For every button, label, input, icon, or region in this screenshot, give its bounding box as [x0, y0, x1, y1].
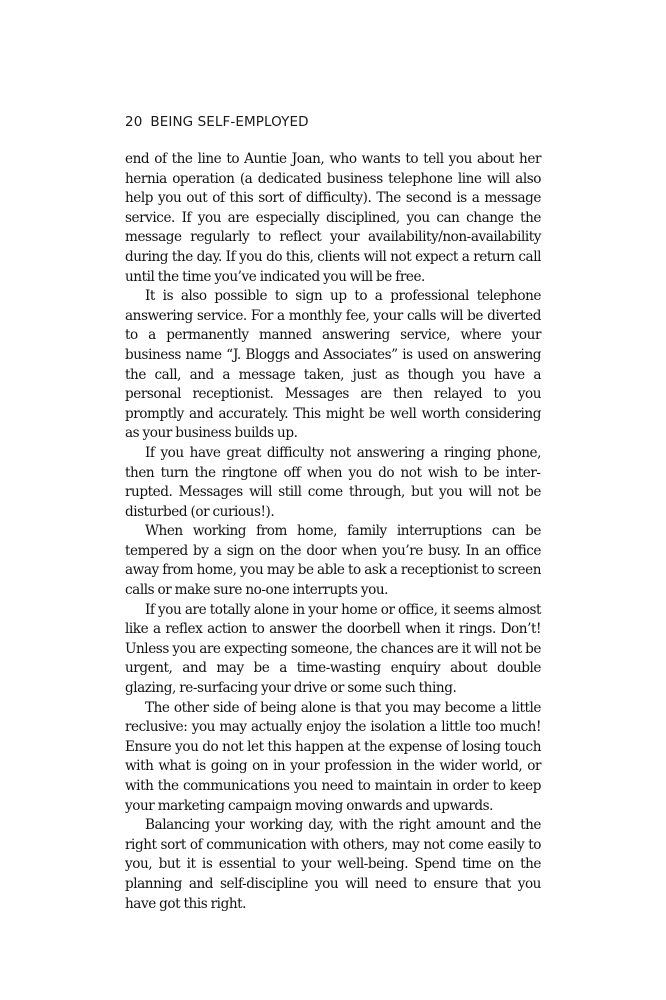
running-title: BEING SELF-EMPLOYED	[150, 114, 309, 130]
paragraph-doorbell: If you are totally alone in your home or office, it seems almost like a reflex action to answer the doorbell when it rings. Don’t! Unless you are expecting someone, the chances are it will not be urgent, and may be a time-wasting enquiry about double glazing, re-surfacing your drive or some such thing.	[125, 601, 541, 697]
paragraph-continued: end of the line to Auntie Joan, who wants to tell you about her hernia operation (a dedicated business telephone line will also help you out of this sort of difficulty). The second is a message service. If you are especially disciplined, you can change the message regularly to reflect your availability/non-availability during the day. If you do this, clients will not expect a return call until the time you’ve indicated you will be free.	[125, 151, 541, 285]
running-header	[125, 114, 309, 130]
page-number: 20	[125, 114, 143, 130]
paragraph-family-interruptions: When working from home, family interruptions can be tempered by a sign on the door when you’re busy. In an office away from home, you may be able to ask a receptionist to screen calls or make sure no-one interrupts you.	[125, 523, 541, 599]
paragraph-answering-service: It is also possible to sign up to a professional telephone answering service. For a monthly fee, your calls will be diverted to a permanently manned answering service, where your business name “J. Bloggs and Associates” is used on answering the call, and a message taken, just as though you have a personal receptionist. Messages are then relayed to you promptly and accurately. This might be well worth considering as your business builds up.	[125, 288, 541, 442]
paragraph-ringtone: If you have great difficulty not answering a ringing phone, then turn the ringtone off when you do not wish to be interrupted. Messages will still come through, but you will not be disturbed (or curious!).	[125, 444, 541, 520]
paragraph-balancing: Balancing your working day, with the right amount and the right sort of communication with others, may not come easily to you, but it is essential to your well-being. Spend time on the planning and self-discipline you will need to ensure that you have got this right.	[125, 817, 541, 912]
body-text	[125, 150, 541, 914]
paragraph-isolation: The other side of being alone is that you may become a little reclusive: you may actually enjoy the isolation a little too much! Ensure you do not let this happen at the expense of losing touch with what is going on in your profession in the wider world, or with the communications you need to maintain in order to keep your marketing campaign moving onwards and upwards.	[125, 699, 541, 814]
